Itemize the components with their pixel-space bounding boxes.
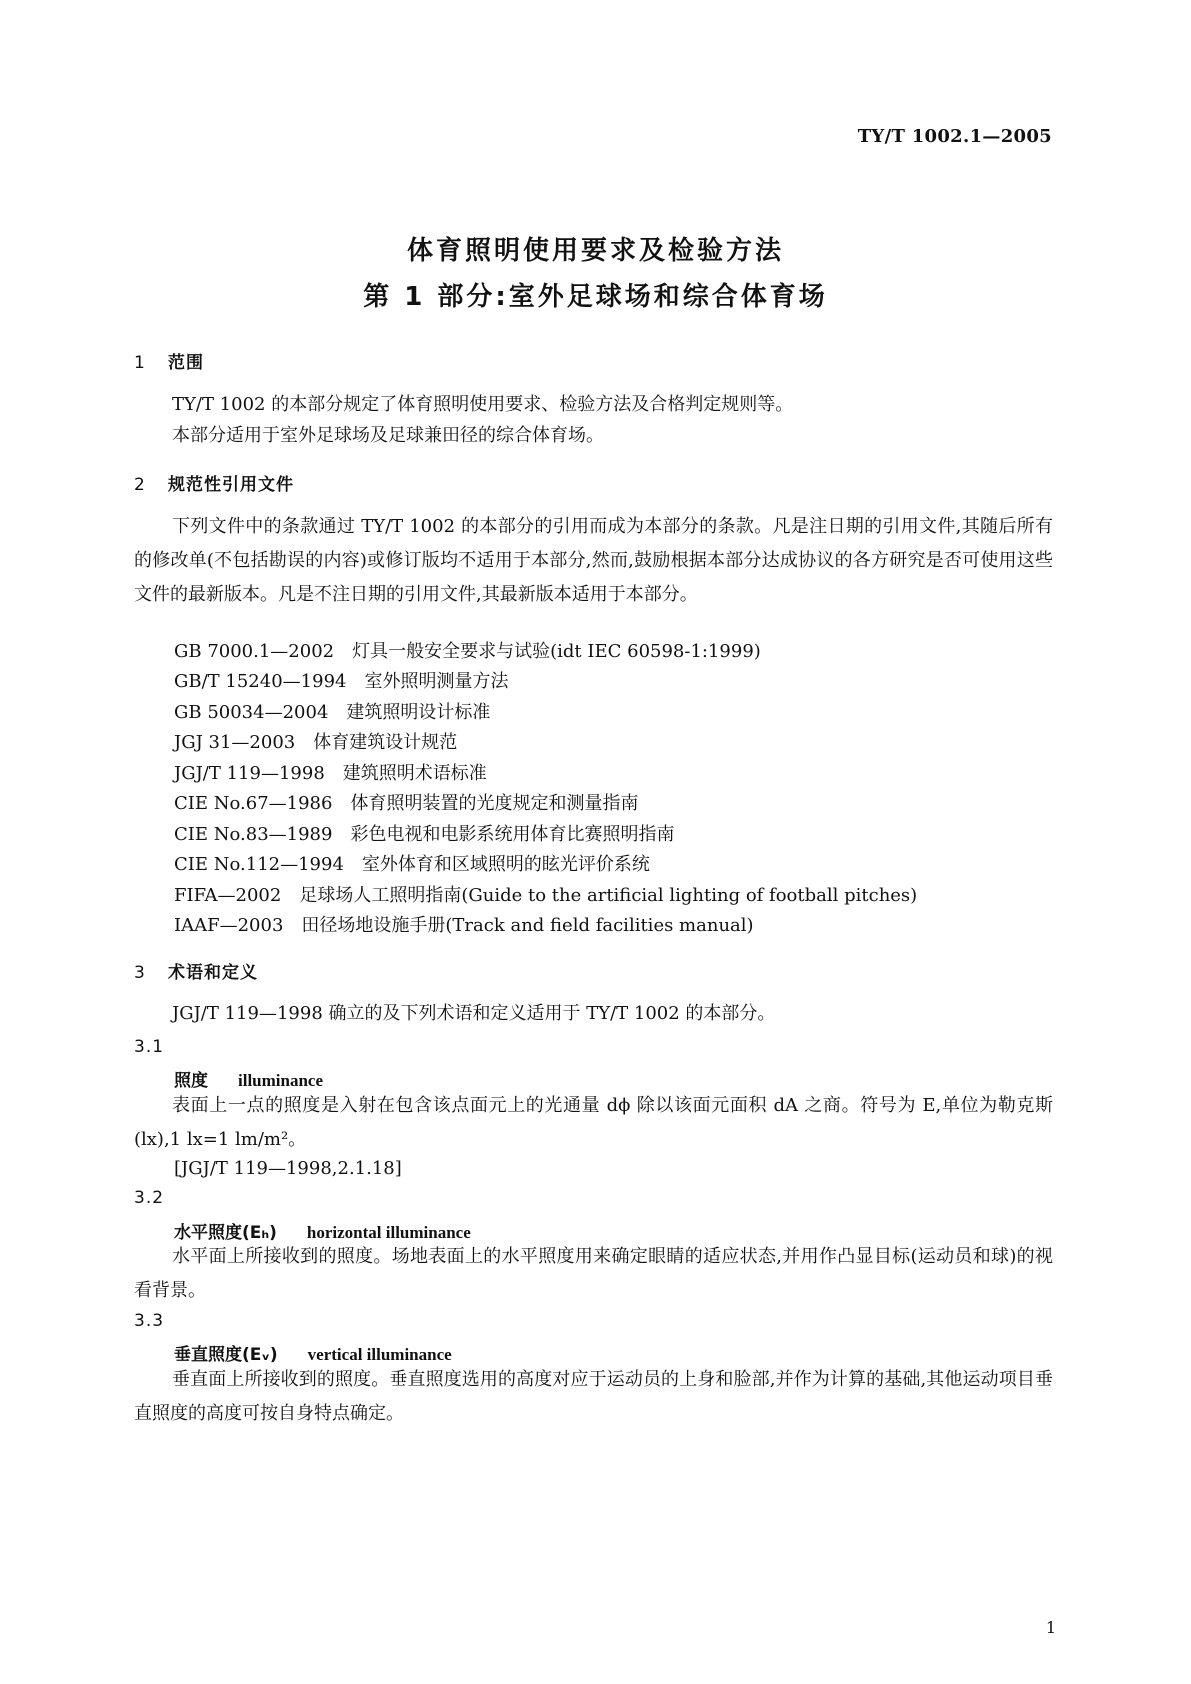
term-definition: 表面上一点的照度是入射在包含该点面元上的光通量 dϕ 除以该面元面积 dA 之商。符号为 E,单位为勒克斯(lx),1 lx=1 lm/m²。 xyxy=(134,1095,1053,1150)
term-zh: 水平照度(Eₕ) xyxy=(174,1223,277,1243)
section-2-heading xyxy=(134,470,294,495)
section-title: 范围 xyxy=(168,353,204,373)
term-heading xyxy=(174,1066,323,1091)
section-title: 术语和定义 xyxy=(168,963,258,983)
term-en: vertical illuminance xyxy=(307,1345,452,1364)
term-definition: 垂直面上所接收到的照度。垂直照度选用的高度对应于运动员的上身和脸部,并作为计算的基础,其他运动项目垂直照度的高度可按自身特点确定。 xyxy=(134,1369,1053,1424)
reference-item: JGJ 31—2003 体育建筑设计规范 xyxy=(174,732,458,753)
section-number: 3 xyxy=(134,963,146,983)
standard-code: TY/T 1002.1—2005 xyxy=(857,126,1052,147)
section-3-intro: JGJ/T 119—1998 确立的及下列术语和定义适用于 TY/T 1002 的本部分。 xyxy=(172,1003,776,1024)
section-number: 2 xyxy=(134,475,146,495)
section-2-intro: 下列文件中的条款通过 TY/T 1002 的本部分的引用而成为本部分的条款。凡是注日期的引用文件,其随后所有的修改单(不包括勘误的内容)或修订版均不适用于本部分,然而,鼓励根据本部分达成协议的各方研究是否可使用这些文件的最新版本。凡是不注日期的引用文件,其最新版本适用于本部分。 xyxy=(134,516,1053,605)
reference-item: JGJ/T 119—1998 建筑照明术语标准 xyxy=(174,763,487,784)
term-zh: 垂直照度(Eᵥ) xyxy=(174,1345,278,1365)
section-title: 规范性引用文件 xyxy=(168,475,294,495)
term-heading xyxy=(174,1340,452,1365)
reference-item: GB/T 15240—1994 室外照明测量方法 xyxy=(174,671,509,692)
document-title: 体育照明使用要求及检验方法 xyxy=(406,236,784,266)
document-subtitle: 第 1 部分:室外足球场和综合体育场 xyxy=(363,282,828,312)
section-1-paragraph-2: 本部分适用于室外足球场及足球兼田径的综合体育场。 xyxy=(172,425,604,446)
term-number: 3.3 xyxy=(134,1311,165,1331)
term-source: [JGJ/T 119—1998,2.1.18] xyxy=(174,1158,402,1179)
term-number: 3.1 xyxy=(134,1037,165,1057)
section-3-heading xyxy=(134,958,258,983)
reference-item: FIFA—2002 足球场人工照明指南(Guide to the artificial lighting of football pitches) xyxy=(174,885,918,906)
section-1-paragraph-1: TY/T 1002 的本部分规定了体育照明使用要求、检验方法及合格判定规则等。 xyxy=(172,394,794,415)
term-definition: 水平面上所接收到的照度。场地表面上的水平照度用来确定眼睛的适应状态,并用作凸显目标(运动员和球)的视看背景。 xyxy=(134,1246,1053,1301)
reference-item: CIE No.67—1986 体育照明装置的光度规定和测量指南 xyxy=(174,793,639,814)
reference-item: IAAF—2003 田径场地设施手册(Track and field facilities manual) xyxy=(174,915,754,936)
reference-item: GB 50034—2004 建筑照明设计标准 xyxy=(174,702,491,723)
reference-item: GB 7000.1—2002 灯具一般安全要求与试验(idt IEC 60598-1:1999) xyxy=(174,641,761,662)
term-zh: 照度 xyxy=(174,1071,208,1091)
page-number: 1 xyxy=(1045,1618,1056,1637)
reference-item: CIE No.112—1994 室外体育和区域照明的眩光评价系统 xyxy=(174,854,650,875)
term-number: 3.2 xyxy=(134,1188,165,1208)
term-en: horizontal illuminance xyxy=(306,1223,471,1242)
term-en: illuminance xyxy=(238,1071,324,1090)
reference-item: CIE No.83—1989 彩色电视和电影系统用体育比赛照明指南 xyxy=(174,824,675,845)
section-number: 1 xyxy=(134,353,146,373)
section-1-heading xyxy=(134,348,204,373)
